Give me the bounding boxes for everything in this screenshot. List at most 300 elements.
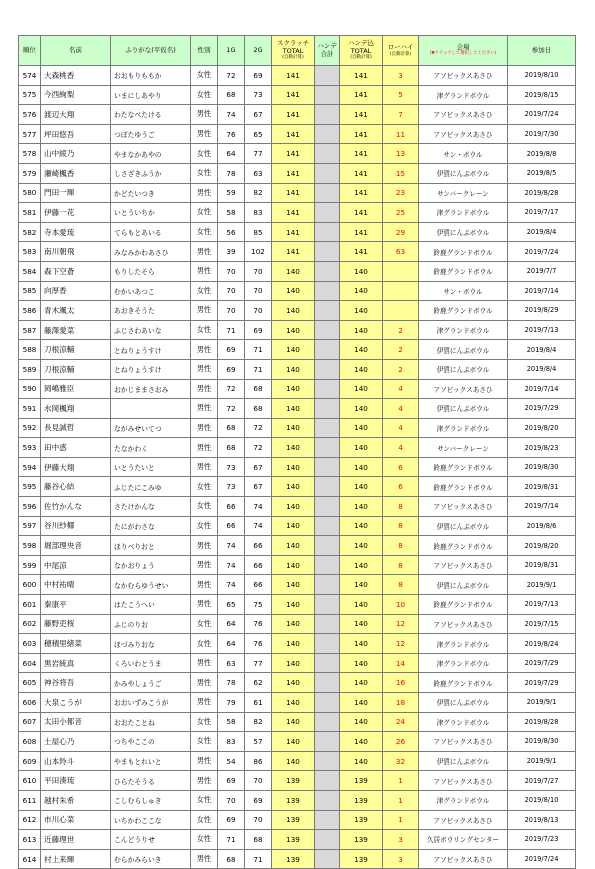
- rank-cell: 588: [19, 340, 41, 360]
- table-row: [19, 634, 576, 654]
- rank-cell: 590: [19, 379, 41, 399]
- header-name: 名前: [41, 36, 111, 66]
- handicap-cell: [315, 751, 340, 771]
- table-row: [19, 497, 576, 517]
- venue-select[interactable]: 鈴鹿グランドボウル: [419, 301, 508, 321]
- kana-cell: もりしたそら: [111, 261, 191, 281]
- header-handicap-line2: 合計: [320, 49, 334, 58]
- venue-select[interactable]: アソビックスあさひ: [419, 810, 508, 830]
- handicap-cell: [315, 66, 340, 86]
- gender-cell: 女性: [191, 85, 218, 105]
- name-cell: 平田湊琉: [41, 771, 111, 791]
- rank-cell: 578: [19, 144, 41, 164]
- gender-cell: 女性: [191, 203, 218, 223]
- scratch-total-cell: 140: [272, 575, 315, 595]
- lowhigh-cell: 4: [383, 418, 419, 438]
- handicap-cell: [315, 359, 340, 379]
- handicap-total-cell: 140: [340, 261, 383, 281]
- rank-cell: 574: [19, 66, 41, 86]
- handicap-total-cell: 140: [340, 732, 383, 752]
- gender-cell: 男性: [191, 359, 218, 379]
- rank-cell: 600: [19, 575, 41, 595]
- handicap-cell: [315, 163, 340, 183]
- header-game1: 1G: [218, 36, 245, 66]
- handicap-cell: [315, 281, 340, 301]
- rank-cell: 583: [19, 242, 41, 262]
- date-cell: 2019/8/24: [508, 634, 576, 654]
- kana-cell: むかいあつこ: [111, 281, 191, 301]
- name-cell: 谷川紗椰: [41, 516, 111, 536]
- scratch-total-cell: 140: [272, 634, 315, 654]
- table-row: [19, 242, 576, 262]
- venue-select[interactable]: 津グランドボウル: [419, 790, 508, 810]
- rank-cell: 581: [19, 203, 41, 223]
- venue-select[interactable]: アソビックスあさひ: [419, 497, 508, 517]
- handicap-total-cell: 140: [340, 653, 383, 673]
- rank-cell: 614: [19, 849, 41, 869]
- gender-cell: 女性: [191, 163, 218, 183]
- handicap-cell: [315, 712, 340, 732]
- rank-cell: 594: [19, 457, 41, 477]
- gender-cell: 女性: [191, 732, 218, 752]
- game2-cell: 83: [245, 203, 272, 223]
- lowhigh-cell: 10: [383, 595, 419, 615]
- date-cell: 2019/8/29: [508, 301, 576, 321]
- game1-cell: 68: [218, 418, 245, 438]
- lowhigh-cell: 8: [383, 555, 419, 575]
- rank-cell: 584: [19, 261, 41, 281]
- venue-select[interactable]: 鈴鹿グランドボウル: [419, 242, 508, 262]
- date-cell: 2019/8/10: [508, 790, 576, 810]
- gender-cell: 男性: [191, 771, 218, 791]
- game1-cell: 70: [218, 281, 245, 301]
- kana-cell: あおきそうた: [111, 301, 191, 321]
- game2-cell: 70: [245, 301, 272, 321]
- game2-cell: 57: [245, 732, 272, 752]
- date-cell: 2019/7/14: [508, 497, 576, 517]
- handicap-cell: [315, 497, 340, 517]
- venue-select[interactable]: 鈴鹿グランドボウル: [419, 536, 508, 556]
- handicap-cell: [315, 105, 340, 125]
- header-handicap-total: [340, 36, 383, 66]
- venue-select[interactable]: 伊賀にんぷボウル: [419, 575, 508, 595]
- venue-select[interactable]: アソビックスあさひ: [419, 732, 508, 752]
- venue-select[interactable]: サンバークレーン: [419, 183, 508, 203]
- name-cell: 伊藤一花: [41, 203, 111, 223]
- game1-cell: 56: [218, 222, 245, 242]
- scratch-total-cell: 140: [272, 438, 315, 458]
- gender-cell: 女性: [191, 830, 218, 850]
- kana-cell: いまにしあやり: [111, 85, 191, 105]
- venue-select[interactable]: 鈴鹿グランドボウル: [419, 673, 508, 693]
- game2-cell: 77: [245, 144, 272, 164]
- rank-cell: 598: [19, 536, 41, 556]
- name-cell: 藤野吏桜: [41, 614, 111, 634]
- date-cell: 2019/8/4: [508, 222, 576, 242]
- venue-select[interactable]: アソビックスあさひ: [419, 379, 508, 399]
- lowhigh-cell: 8: [383, 497, 419, 517]
- gender-cell: 女性: [191, 320, 218, 340]
- lowhigh-cell: 23: [383, 183, 419, 203]
- game1-cell: 68: [218, 438, 245, 458]
- table-row: [19, 203, 576, 223]
- game2-cell: 77: [245, 653, 272, 673]
- table-row: [19, 830, 576, 850]
- gender-cell: 男性: [191, 340, 218, 360]
- scratch-total-cell: 140: [272, 673, 315, 693]
- kana-cell: こんどうりせ: [111, 830, 191, 850]
- scratch-total-cell: 141: [272, 85, 315, 105]
- table-row: [19, 418, 576, 438]
- lowhigh-cell: 32: [383, 751, 419, 771]
- handicap-cell: [315, 830, 340, 850]
- date-cell: 2019/8/20: [508, 418, 576, 438]
- game2-cell: 74: [245, 516, 272, 536]
- game2-cell: 86: [245, 751, 272, 771]
- table-row: [19, 595, 576, 615]
- venue-select[interactable]: 津グランドボウル: [419, 634, 508, 654]
- handicap-total-cell: 140: [340, 281, 383, 301]
- game1-cell: 76: [218, 124, 245, 144]
- table-row: [19, 555, 576, 575]
- name-cell: 水岡楓翔: [41, 399, 111, 419]
- name-cell: 神谷将吾: [41, 673, 111, 693]
- game1-cell: 58: [218, 712, 245, 732]
- handicap-cell: [315, 732, 340, 752]
- gender-cell: 男性: [191, 653, 218, 673]
- scratch-total-cell: 140: [272, 301, 315, 321]
- venue-select[interactable]: アソビックスあさひ: [419, 555, 508, 575]
- venue-select[interactable]: アソビックスあさひ: [419, 771, 508, 791]
- handicap-total-cell: 140: [340, 673, 383, 693]
- venue-select[interactable]: 伊賀にんぷボウル: [419, 516, 508, 536]
- date-cell: 2019/8/30: [508, 732, 576, 752]
- gender-cell: 男性: [191, 438, 218, 458]
- name-cell: 堀部理央音: [41, 536, 111, 556]
- kana-cell: わたなべたける: [111, 105, 191, 125]
- kana-cell: おおいずみこうが: [111, 693, 191, 713]
- game1-cell: 39: [218, 242, 245, 262]
- date-cell: 2019/7/27: [508, 771, 576, 791]
- game2-cell: 67: [245, 105, 272, 125]
- ranking-table: [18, 35, 576, 869]
- date-cell: 2019/9/1: [508, 575, 576, 595]
- scratch-total-cell: 140: [272, 418, 315, 438]
- header-venue-label: 会場: [456, 43, 470, 52]
- game1-cell: 72: [218, 379, 245, 399]
- handicap-cell: [315, 418, 340, 438]
- scratch-total-cell: 141: [272, 242, 315, 262]
- venue-select[interactable]: 伊賀にんぷボウル: [419, 359, 508, 379]
- date-cell: 2019/7/29: [508, 653, 576, 673]
- venue-select[interactable]: 伊賀にんぷボウル: [419, 399, 508, 419]
- venue-select[interactable]: 鈴鹿グランドボウル: [419, 595, 508, 615]
- table-row: [19, 693, 576, 713]
- lowhigh-cell: 13: [383, 144, 419, 164]
- rank-cell: 601: [19, 595, 41, 615]
- rank-cell: 608: [19, 732, 41, 752]
- table-row: [19, 301, 576, 321]
- lowhigh-cell: [383, 301, 419, 321]
- kana-cell: なかおりょう: [111, 555, 191, 575]
- gender-cell: 女性: [191, 477, 218, 497]
- gender-cell: 女性: [191, 712, 218, 732]
- gender-cell: 男性: [191, 418, 218, 438]
- kana-cell: こしむらしゅき: [111, 790, 191, 810]
- table-row: [19, 477, 576, 497]
- table-row: [19, 849, 576, 869]
- venue-select[interactable]: 津グランドボウル: [419, 203, 508, 223]
- venue-select[interactable]: 津グランドボウル: [419, 712, 508, 732]
- kana-cell: ふじたにこみゆ: [111, 477, 191, 497]
- venue-select[interactable]: 伊賀にんぷボウル: [419, 693, 508, 713]
- table-row: [19, 712, 576, 732]
- game1-cell: 68: [218, 849, 245, 869]
- game1-cell: 64: [218, 634, 245, 654]
- game2-cell: 66: [245, 536, 272, 556]
- date-cell: 2019/7/24: [508, 849, 576, 869]
- scratch-total-cell: 141: [272, 124, 315, 144]
- table-row: [19, 379, 576, 399]
- name-cell: 向厚香: [41, 281, 111, 301]
- lowhigh-cell: 3: [383, 830, 419, 850]
- table-row: [19, 183, 576, 203]
- scratch-total-cell: 139: [272, 810, 315, 830]
- venue-select[interactable]: 津グランドボウル: [419, 418, 508, 438]
- handicap-total-cell: 140: [340, 438, 383, 458]
- table-row: [19, 163, 576, 183]
- game1-cell: 59: [218, 183, 245, 203]
- scratch-total-cell: 139: [272, 849, 315, 869]
- name-cell: 瀬崎楓香: [41, 163, 111, 183]
- handicap-cell: [315, 653, 340, 673]
- kana-cell: みなみかわあさひ: [111, 242, 191, 262]
- date-cell: 2019/8/4: [508, 359, 576, 379]
- game2-cell: 71: [245, 340, 272, 360]
- handicap-total-cell: 141: [340, 203, 383, 223]
- lowhigh-cell: 4: [383, 399, 419, 419]
- venue-select[interactable]: サン・ボウル: [419, 144, 508, 164]
- lowhigh-cell: 12: [383, 614, 419, 634]
- handicap-total-cell: 140: [340, 516, 383, 536]
- handicap-cell: [315, 477, 340, 497]
- lowhigh-cell: 11: [383, 124, 419, 144]
- venue-select[interactable]: 伊賀にんぷボウル: [419, 222, 508, 242]
- game2-cell: 71: [245, 359, 272, 379]
- header-venue-sub: (▼クリックして選択してください): [429, 50, 497, 56]
- handicap-total-cell: 140: [340, 379, 383, 399]
- handicap-total-cell: 139: [340, 771, 383, 791]
- handicap-total-cell: 141: [340, 183, 383, 203]
- venue-select[interactable]: アソビックスあさひ: [419, 849, 508, 869]
- venue-select[interactable]: アソビックスあさひ: [419, 124, 508, 144]
- venue-select[interactable]: 津グランドボウル: [419, 85, 508, 105]
- handicap-total-cell: 139: [340, 810, 383, 830]
- game2-cell: 72: [245, 418, 272, 438]
- name-cell: 山本羚斗: [41, 751, 111, 771]
- game1-cell: 69: [218, 359, 245, 379]
- venue-select[interactable]: 鈴鹿グランドボウル: [419, 457, 508, 477]
- lowhigh-cell: 25: [383, 203, 419, 223]
- lowhigh-cell: 24: [383, 712, 419, 732]
- rank-cell: 603: [19, 634, 41, 654]
- table-row: [19, 810, 576, 830]
- header-rank: 順位: [19, 36, 41, 66]
- rank-cell: 606: [19, 693, 41, 713]
- name-cell: 越村朱希: [41, 790, 111, 810]
- name-cell: 田中惑: [41, 438, 111, 458]
- table-row: [19, 536, 576, 556]
- game1-cell: 66: [218, 516, 245, 536]
- gender-cell: 女性: [191, 516, 218, 536]
- header-venue: [419, 36, 508, 66]
- game1-cell: 74: [218, 105, 245, 125]
- game2-cell: 73: [245, 85, 272, 105]
- gender-cell: 男性: [191, 575, 218, 595]
- game2-cell: 70: [245, 771, 272, 791]
- game1-cell: 78: [218, 163, 245, 183]
- game1-cell: 83: [218, 732, 245, 752]
- gender-cell: 男性: [191, 261, 218, 281]
- kana-cell: かどたいつき: [111, 183, 191, 203]
- rank-cell: 575: [19, 85, 41, 105]
- header-lowhigh-label: ローハイ: [387, 43, 414, 52]
- lowhigh-cell: 8: [383, 516, 419, 536]
- scratch-total-cell: 140: [272, 497, 315, 517]
- lowhigh-cell: 1: [383, 810, 419, 830]
- venue-select[interactable]: 津グランドボウル: [419, 653, 508, 673]
- kana-cell: かみやしょうご: [111, 673, 191, 693]
- rank-cell: 585: [19, 281, 41, 301]
- venue-select[interactable]: アソビックスあさひ: [419, 614, 508, 634]
- venue-select[interactable]: サンバークレーン: [419, 438, 508, 458]
- handicap-cell: [315, 810, 340, 830]
- handicap-total-cell: 141: [340, 242, 383, 262]
- name-cell: 秦康平: [41, 595, 111, 615]
- venue-select[interactable]: 久居ボウリングセンター: [419, 830, 508, 850]
- table-row: [19, 399, 576, 419]
- name-cell: 伊藤大翔: [41, 457, 111, 477]
- name-cell: 穂積里緒菜: [41, 634, 111, 654]
- lowhigh-cell: 8: [383, 575, 419, 595]
- handicap-cell: [315, 183, 340, 203]
- date-cell: 2019/8/15: [508, 85, 576, 105]
- game2-cell: 67: [245, 457, 272, 477]
- kana-cell: やまもとれいと: [111, 751, 191, 771]
- kana-cell: ほづみりおな: [111, 634, 191, 654]
- game1-cell: 71: [218, 320, 245, 340]
- name-cell: 大森桃香: [41, 66, 111, 86]
- table-row: [19, 340, 576, 360]
- table-row: [19, 261, 576, 281]
- lowhigh-cell: 2: [383, 320, 419, 340]
- gender-cell: 女性: [191, 144, 218, 164]
- gender-cell: 男性: [191, 751, 218, 771]
- venue-select[interactable]: 伊賀にんぷボウル: [419, 163, 508, 183]
- game1-cell: 66: [218, 497, 245, 517]
- venue-select[interactable]: アソビックスあさひ: [419, 105, 508, 125]
- header-handicap-total-line1: ハンデ込: [348, 39, 374, 48]
- game1-cell: 63: [218, 653, 245, 673]
- lowhigh-cell: 5: [383, 85, 419, 105]
- table-row: [19, 66, 576, 86]
- handicap-total-cell: 140: [340, 418, 383, 438]
- header-handicap-line1: ハンデ: [317, 42, 337, 51]
- kana-cell: なかむらゆうせい: [111, 575, 191, 595]
- name-cell: 長見誠哲: [41, 418, 111, 438]
- header-scratch-line2: TOTAL: [282, 46, 304, 55]
- lowhigh-cell: 8: [383, 536, 419, 556]
- table-row: [19, 673, 576, 693]
- rank-cell: 579: [19, 163, 41, 183]
- handicap-cell: [315, 634, 340, 654]
- kana-cell: つちやここの: [111, 732, 191, 752]
- game2-cell: 66: [245, 555, 272, 575]
- handicap-cell: [315, 575, 340, 595]
- handicap-total-cell: 140: [340, 751, 383, 771]
- kana-cell: ながみせいてつ: [111, 418, 191, 438]
- venue-select[interactable]: サン・ボウル: [419, 281, 508, 301]
- handicap-cell: [315, 457, 340, 477]
- handicap-cell: [315, 222, 340, 242]
- scratch-total-cell: 141: [272, 183, 315, 203]
- kana-cell: つぼたゆうご: [111, 124, 191, 144]
- gender-cell: 男性: [191, 105, 218, 125]
- date-cell: 2019/7/14: [508, 281, 576, 301]
- date-cell: 2019/7/24: [508, 242, 576, 262]
- rank-cell: 577: [19, 124, 41, 144]
- scratch-total-cell: 140: [272, 281, 315, 301]
- gender-cell: 男性: [191, 242, 218, 262]
- table-row: [19, 144, 576, 164]
- kana-cell: いとうたいと: [111, 457, 191, 477]
- name-cell: 岡嶋雅臣: [41, 379, 111, 399]
- table-row: [19, 124, 576, 144]
- handicap-total-cell: 140: [340, 399, 383, 419]
- name-cell: 佐竹かんな: [41, 497, 111, 517]
- date-cell: 2019/8/23: [508, 438, 576, 458]
- game2-cell: 70: [245, 281, 272, 301]
- date-cell: 2019/7/17: [508, 203, 576, 223]
- venue-select[interactable]: 鈴鹿グランドボウル: [419, 261, 508, 281]
- date-cell: 2019/9/1: [508, 751, 576, 771]
- venue-select[interactable]: 伊賀にんぷボウル: [419, 340, 508, 360]
- game1-cell: 73: [218, 457, 245, 477]
- handicap-total-cell: 141: [340, 66, 383, 86]
- kana-cell: さたけかんな: [111, 497, 191, 517]
- date-cell: 2019/8/31: [508, 477, 576, 497]
- venue-select[interactable]: 伊賀にんぷボウル: [419, 751, 508, 771]
- kana-cell: ふじのりお: [111, 614, 191, 634]
- handicap-cell: [315, 399, 340, 419]
- lowhigh-cell: 6: [383, 457, 419, 477]
- handicap-total-cell: 140: [340, 712, 383, 732]
- game2-cell: 67: [245, 477, 272, 497]
- header-date: 参加日: [508, 36, 576, 66]
- venue-select[interactable]: 鈴鹿グランドボウル: [419, 477, 508, 497]
- name-cell: 刀根涼輔: [41, 359, 111, 379]
- header-lowhigh-sub: (自動計算): [389, 51, 412, 57]
- venue-select[interactable]: アソビックスあさひ: [419, 66, 508, 86]
- handicap-cell: [315, 614, 340, 634]
- game2-cell: 76: [245, 614, 272, 634]
- handicap-cell: [315, 790, 340, 810]
- table-row: [19, 790, 576, 810]
- date-cell: 2019/7/7: [508, 261, 576, 281]
- handicap-cell: [315, 124, 340, 144]
- venue-select[interactable]: 津グランドボウル: [419, 320, 508, 340]
- handicap-cell: [315, 516, 340, 536]
